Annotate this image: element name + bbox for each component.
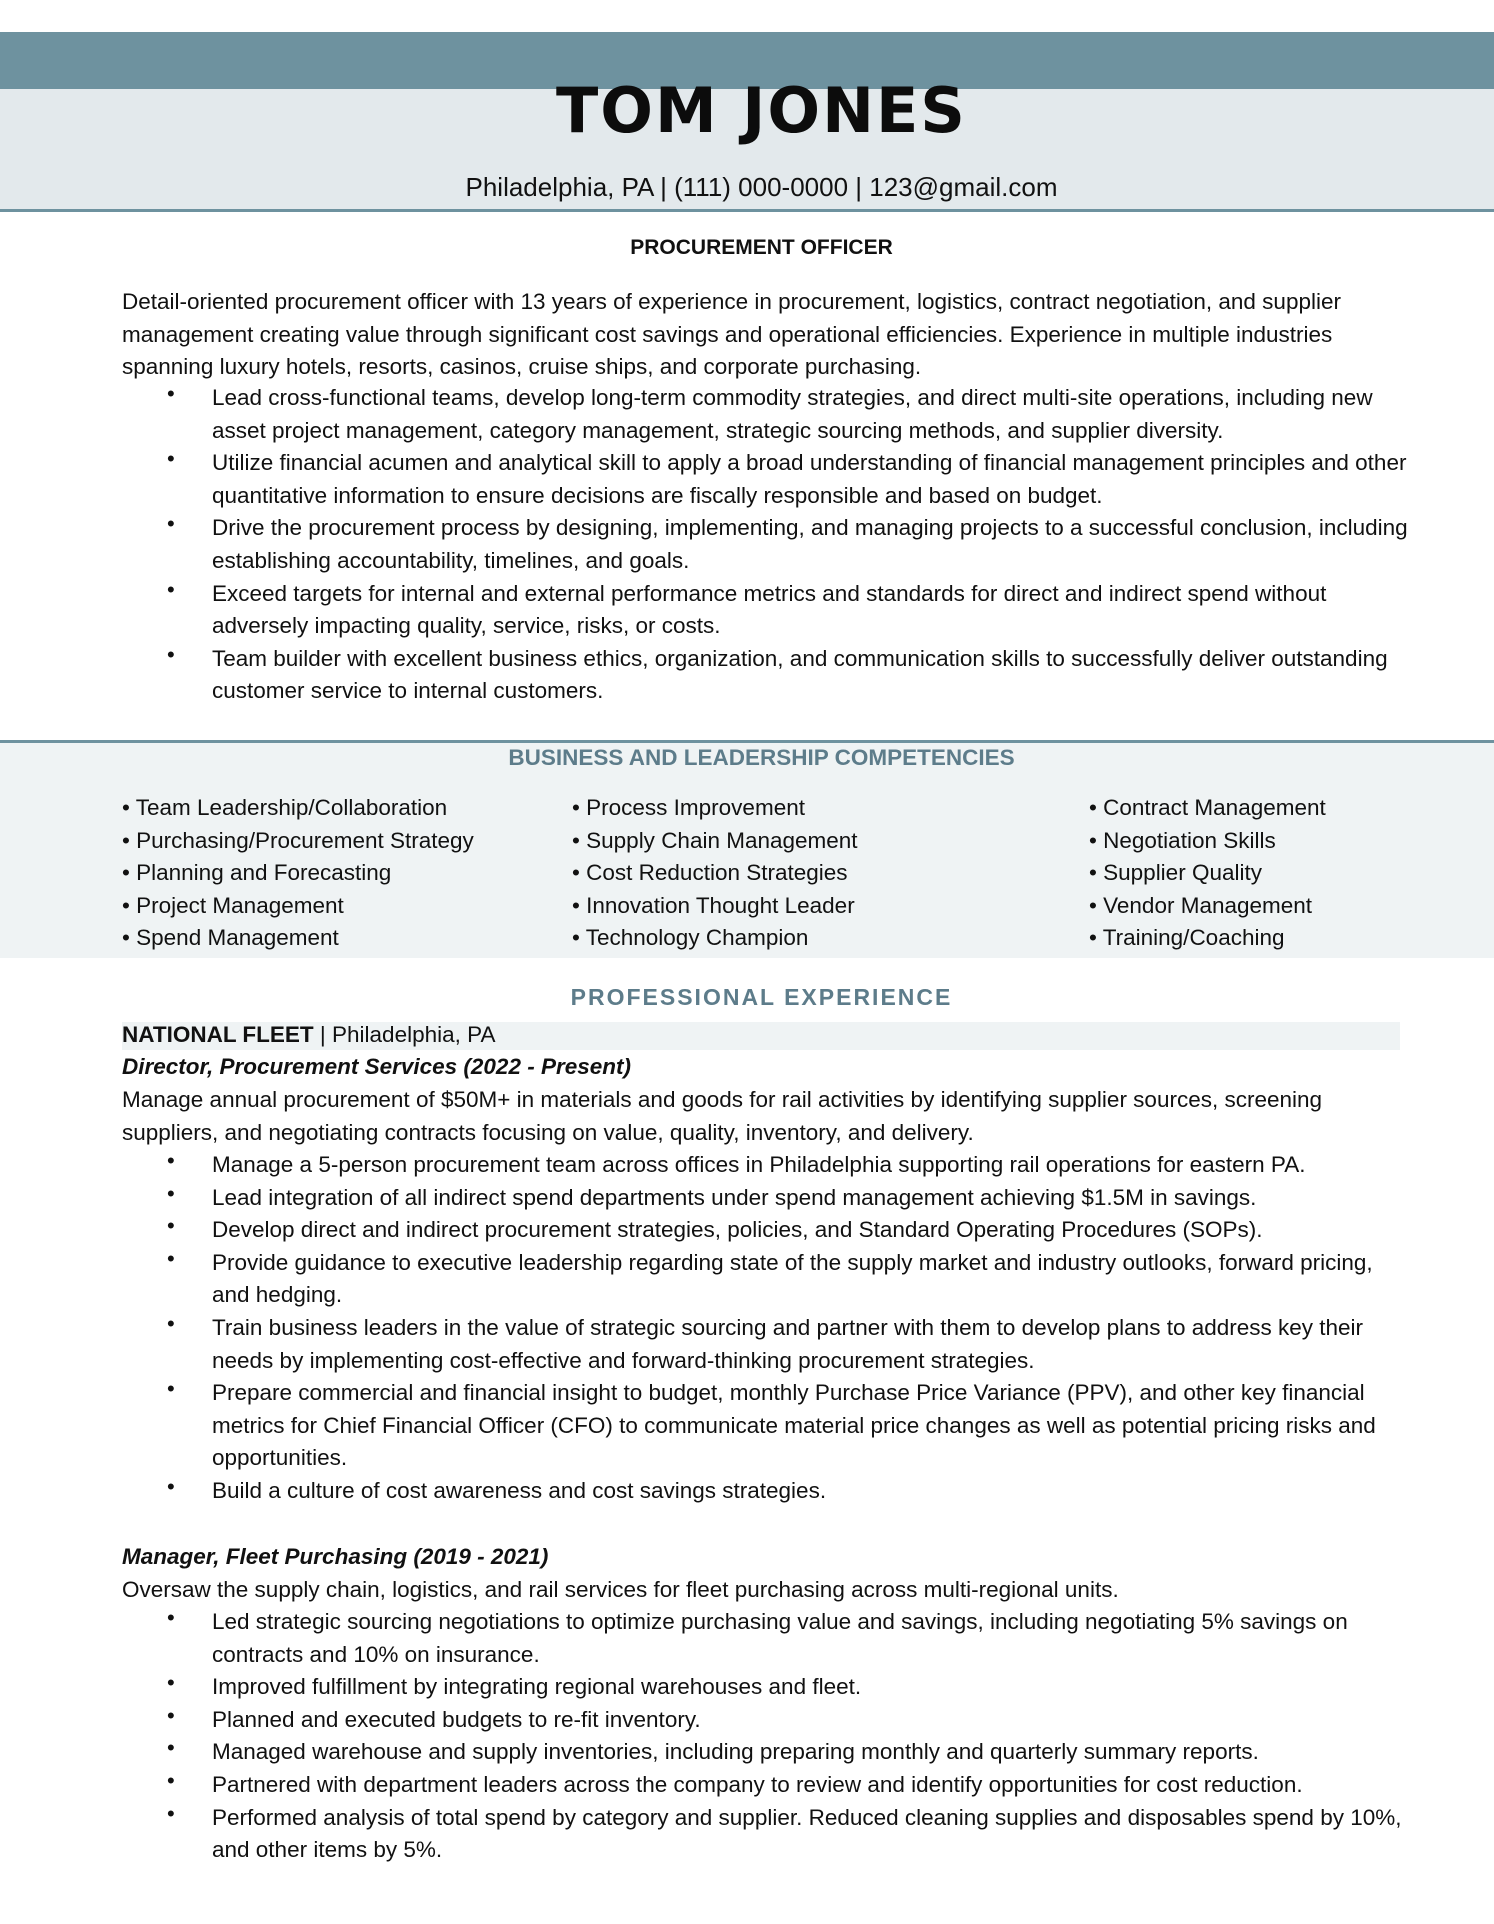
competency-item: • Process Improvement [572, 792, 858, 825]
candidate-name: TOM JONES [556, 74, 967, 147]
list-item: • Drive the procurement process by designing, implementing, and managing projects to a successful conclusion, including establishing accountability, timelines, and goals. [122, 512, 1412, 577]
role-bullets [122, 1149, 1412, 1508]
competency-item: • Innovation Thought Leader [572, 890, 858, 923]
list-item: • Exceed targets for internal and external performance metrics and standards for direct and indirect spend without adversely impacting quality, service, risks, or costs. [122, 578, 1412, 643]
competency-item: • Team Leadership/Collaboration [122, 792, 474, 825]
list-item: • Utilize financial acumen and analytical skill to apply a broad understanding of financial management principles and other quantitative information to ensure decisions are fiscally responsible and based on budget. [122, 447, 1412, 512]
list-item: • Manage a 5-person procurement team across offices in Philadelphia supporting rail operations for eastern PA. [122, 1149, 1412, 1182]
list-item: • Partnered with department leaders across the company to review and identify opportunities for cost reduction. [122, 1769, 1412, 1802]
list-item: • Lead cross-functional teams, develop long-term commodity strategies, and direct multi-site operations, including new asset project management, category management, strategic sourcing methods, and supplier diversity. [122, 382, 1412, 447]
contact-line: Philadelphia, PA | (111) 000-0000 | 123@gmail.com [465, 172, 1058, 202]
competency-item: • Spend Management [122, 922, 474, 955]
summary-bullets [122, 382, 1412, 708]
list-item: • Performed analysis of total spend by category and supplier. Reduced cleaning supplies and disposables spend by 10%, and other items by 5%. [122, 1802, 1412, 1867]
competency-item: • Supply Chain Management [572, 825, 858, 858]
competency-item: • Training/Coaching [1089, 922, 1326, 955]
summary-paragraph: Detail-oriented procurement officer with 13 years of experience in procurement, logistics, contract negotiation, and supplier management creating value through significant cost savings and operational efficiencies. Experience in multiple industries spanning luxury hotels, resorts, casinos, cruise ships, and corporate purchasing. [122, 289, 1341, 380]
competency-item: • Cost Reduction Strategies [572, 857, 858, 890]
role-description: Oversaw the supply chain, logistics, and rail services for fleet purchasing across multi-regional units. [122, 1577, 1119, 1602]
competency-item: • Project Management [122, 890, 474, 923]
job-title: PROCUREMENT OFFICER [630, 236, 893, 259]
role-bullets [122, 1606, 1412, 1867]
list-item: • Train business leaders in the value of strategic sourcing and partner with them to develop plans to address key their needs by implementing cost-effective and forward-thinking procurement strategies. [122, 1312, 1412, 1377]
competency-item: • Technology Champion [572, 922, 858, 955]
competencies-column-3 [1089, 792, 1326, 955]
list-item: • Lead integration of all indirect spend departments under spend management achieving $1.5M in savings. [122, 1182, 1412, 1215]
role-title: Director, Procurement Services (2022 - Present) [122, 1054, 631, 1079]
list-item: • Team builder with excellent business ethics, organization, and communication skills to successfully deliver outstanding customer service to internal customers. [122, 643, 1412, 708]
company-location: | Philadelphia, PA [313, 1022, 496, 1047]
competency-item: • Vendor Management [1089, 890, 1326, 923]
competency-item: • Supplier Quality [1089, 857, 1326, 890]
competency-item: • Negotiation Skills [1089, 825, 1326, 858]
competency-item: • Purchasing/Procurement Strategy [122, 825, 474, 858]
competencies-heading: BUSINESS AND LEADERSHIP COMPETENCIES [508, 745, 1015, 770]
competencies-column-2 [572, 792, 858, 955]
list-item: • Improved fulfillment by integrating regional warehouses and fleet. [122, 1671, 1412, 1704]
list-item: • Provide guidance to executive leadership regarding state of the supply market and industry outlooks, forward pricing, and hedging. [122, 1247, 1412, 1312]
header-rule [0, 209, 1494, 212]
competencies-column-1 [122, 792, 474, 955]
experience-heading: PROFESSIONAL EXPERIENCE [570, 984, 953, 1010]
list-item: • Planned and executed budgets to re-fit inventory. [122, 1704, 1412, 1737]
competency-item: • Contract Management [1089, 792, 1326, 825]
list-item: • Develop direct and indirect procurement strategies, policies, and Standard Operating Procedures (SOPs). [122, 1214, 1412, 1247]
list-item: • Prepare commercial and financial insight to budget, monthly Purchase Price Variance (PPV), and other key financial metrics for Chief Financial Officer (CFO) to communicate material price changes as well as potential pricing risks and opportunities. [122, 1377, 1412, 1475]
list-item: • Build a culture of cost awareness and cost savings strategies. [122, 1475, 1412, 1508]
list-item: • Managed warehouse and supply inventories, including preparing monthly and quarterly summary reports. [122, 1736, 1412, 1769]
company-name: NATIONAL FLEET [122, 1022, 314, 1047]
company-line [122, 1019, 495, 1052]
role-title: Manager, Fleet Purchasing (2019 - 2021) [122, 1544, 549, 1569]
list-item: • Led strategic sourcing negotiations to optimize purchasing value and savings, including negotiating 5% savings on contracts and 10% on insurance. [122, 1606, 1412, 1671]
role-description: Manage annual procurement of $50M+ in materials and goods for rail activities by identifying supplier sources, screening suppliers, and negotiating contracts focusing on value, quality, inventory, and delivery. [122, 1087, 1323, 1145]
competency-item: • Planning and Forecasting [122, 857, 474, 890]
competencies-rule [0, 740, 1494, 743]
